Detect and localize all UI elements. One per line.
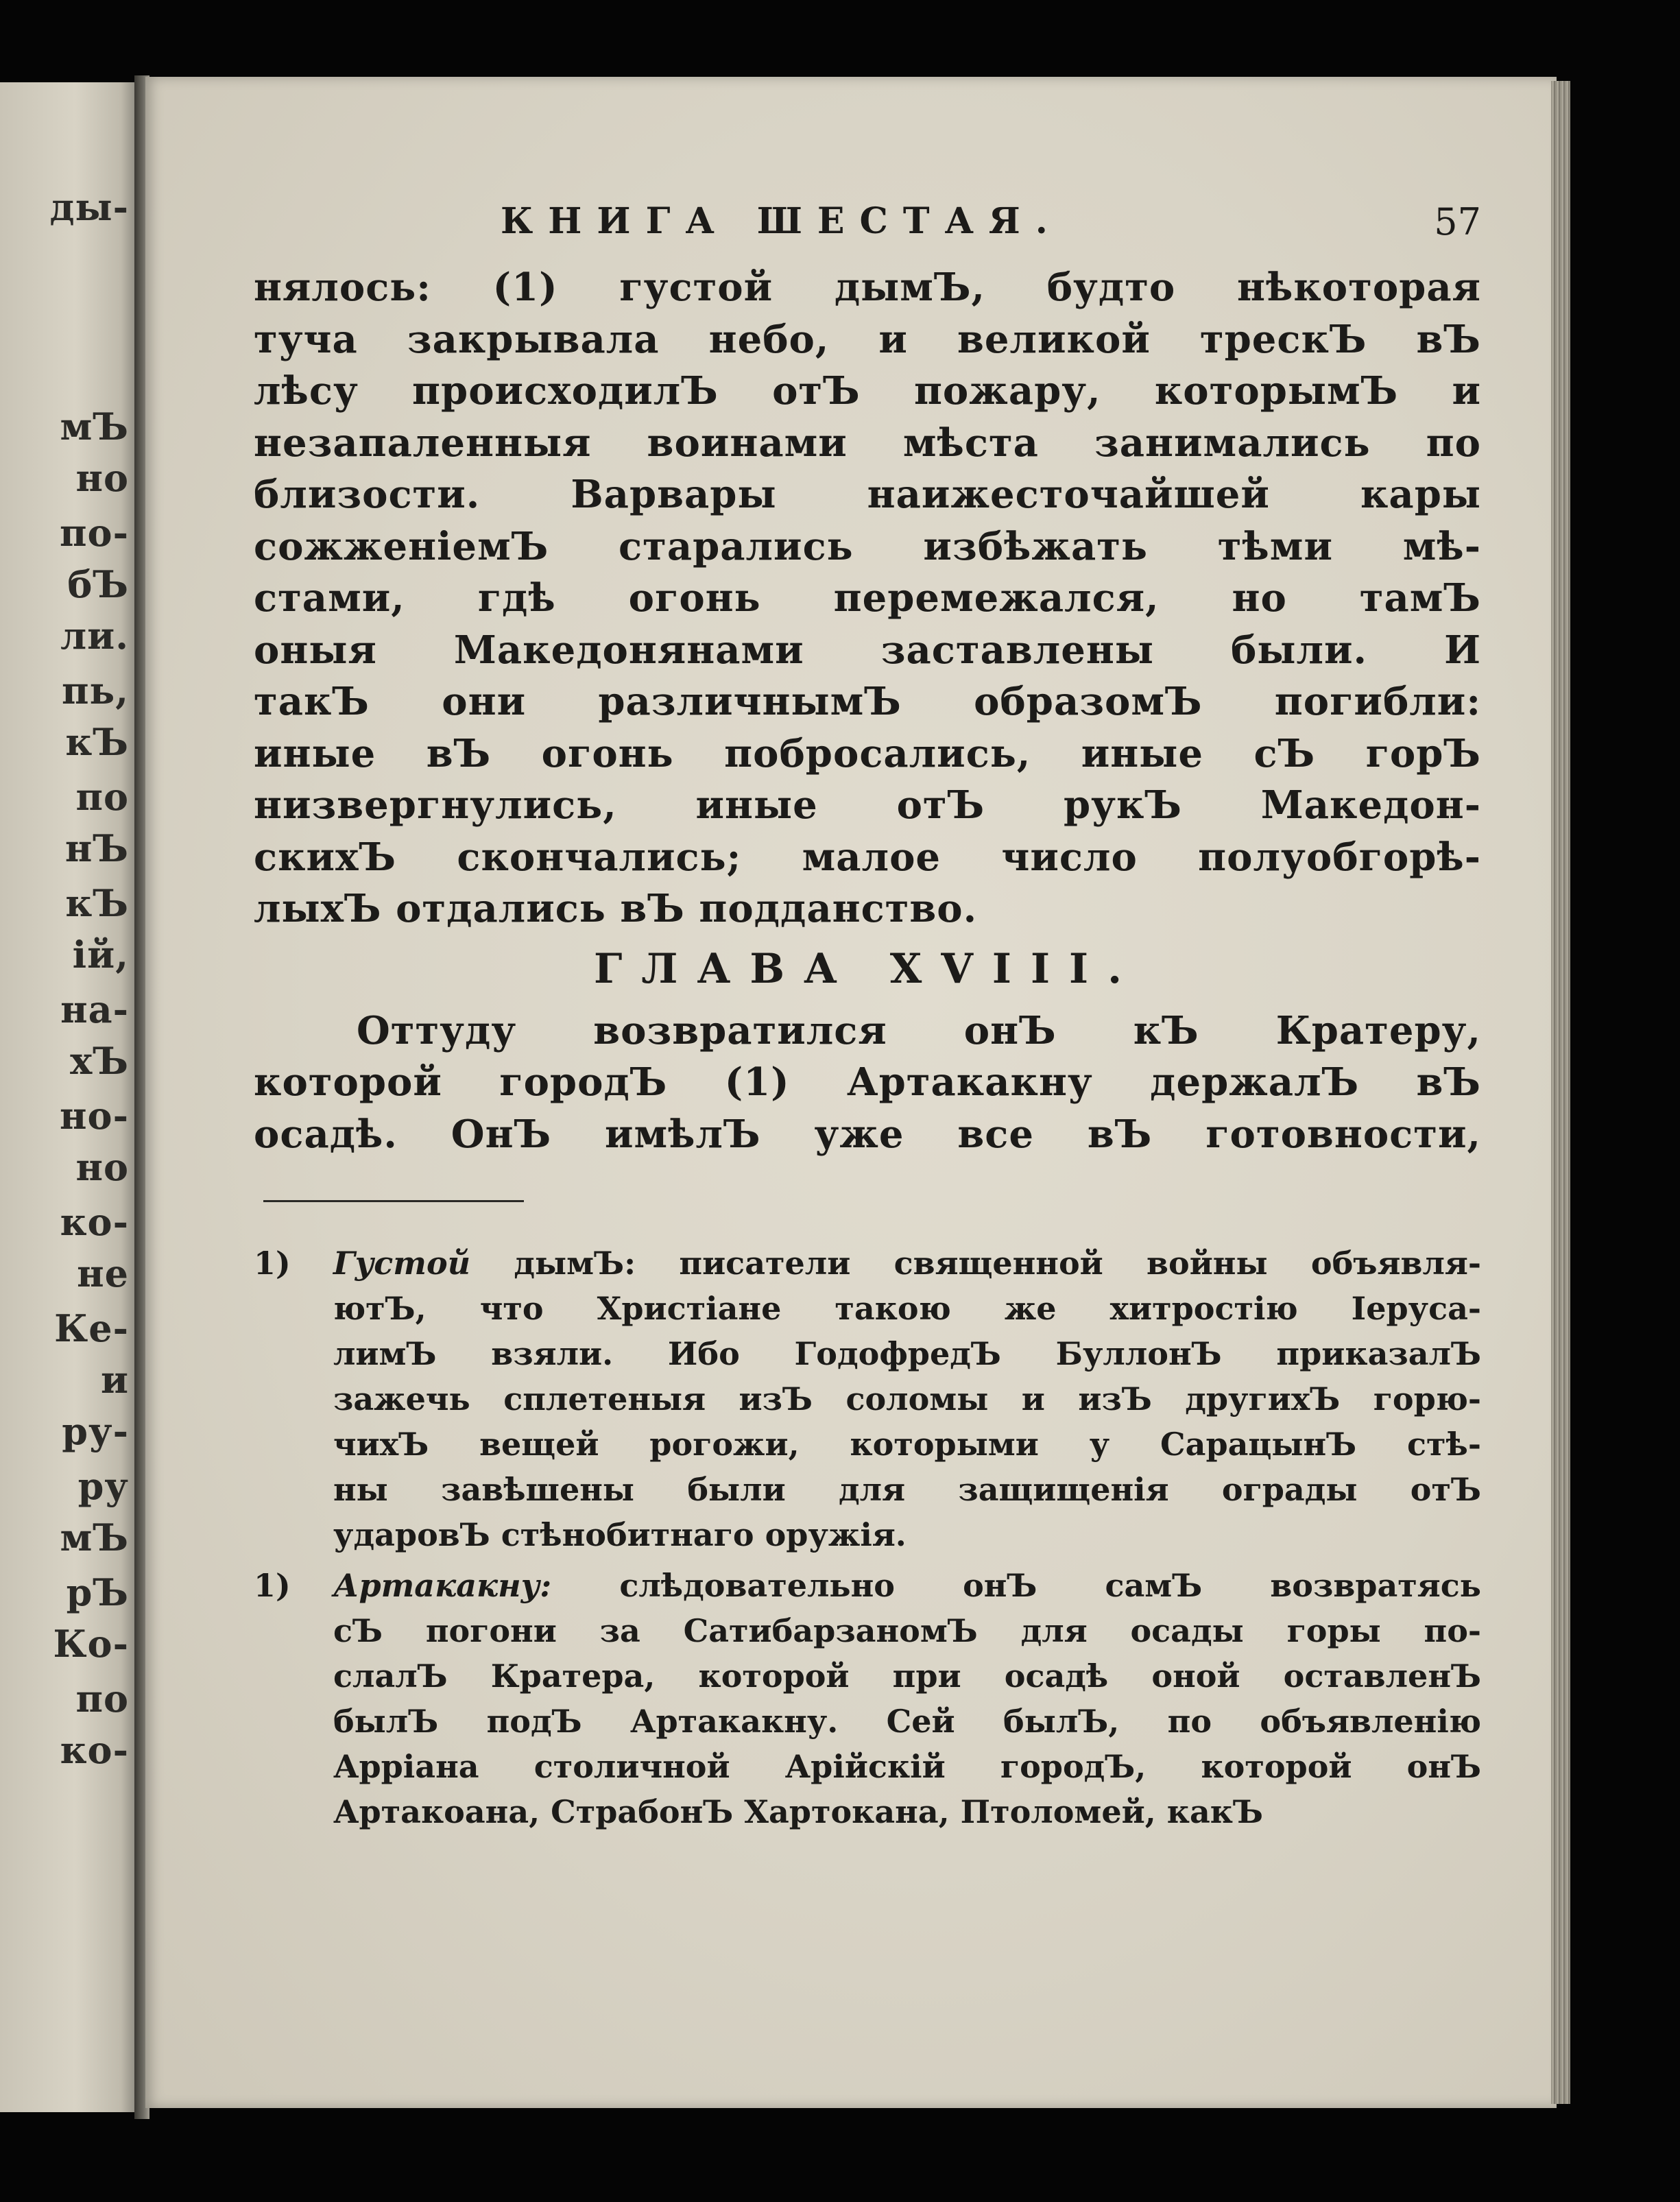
facing-page-fragment: рЪ	[66, 1570, 129, 1614]
facing-page-fragment: но-	[60, 1094, 129, 1138]
text-line: сожженіемЪ старались избѣжать тѣми мѣ-	[254, 523, 1481, 569]
page-number: 57	[1434, 200, 1481, 243]
text-line: которой городЪ (1) Артакакну держалЪ вЪ	[254, 1060, 1481, 1105]
text-line: стами, гдѣ огонь перемежался, но тамЪ	[254, 575, 1481, 621]
footnote-line: лимЪ взяли. Ибо ГодофредЪ БуллонЪ приказалЪ	[333, 1335, 1481, 1372]
footnote-line: чихЪ вещей рогожи, которыми у СарацынЪ стѣ-	[333, 1426, 1481, 1463]
facing-page-fragment: хЪ	[70, 1039, 129, 1083]
facing-page-fragment: по	[75, 1677, 129, 1721]
footnote-term: Артакакну:	[333, 1567, 552, 1604]
facing-page-fragment: ко-	[60, 1728, 129, 1772]
footnote-mark: 1)	[254, 1245, 291, 1282]
footnote-line: слалЪ Кратера, которой при осадѣ оной оставленЪ	[333, 1658, 1481, 1695]
facing-page-left	[0, 82, 137, 2112]
text-line: лѣсу происходилЪ отЪ пожару, которымЪ и	[254, 368, 1481, 414]
facing-page-fragment: ды-	[49, 185, 129, 229]
facing-page-fragment: на-	[60, 988, 129, 1031]
facing-page-fragment: мЪ	[60, 1516, 129, 1559]
footnote	[254, 1241, 1481, 1557]
facing-page-fragment: Ке-	[54, 1306, 129, 1350]
text-line: оныя Македонянами заставлены были. И	[254, 627, 1481, 673]
running-head	[254, 200, 1481, 262]
facing-page-fragment: по	[75, 775, 129, 819]
book-page	[145, 77, 1557, 2108]
facing-page-fragment: кЪ	[65, 881, 129, 925]
text-line: лыхЪ отдались вЪ подданство.	[254, 886, 978, 931]
footnote-text: слѣдовательно онЪ самЪ возвратясь	[619, 1567, 1481, 1604]
footnote-line	[333, 1563, 1481, 1608]
page-content	[254, 200, 1481, 1840]
running-title: КНИГА ШЕСТАЯ.	[501, 200, 1063, 242]
facing-page-fragment: но	[75, 456, 129, 500]
paragraph-continued	[254, 262, 1481, 935]
page-fore-edge	[1551, 81, 1570, 2104]
footnote-separator	[263, 1200, 524, 1202]
footnote-line: Артакоана, СтрабонЪ Хартокана, Птоломей, какЪ	[333, 1793, 1264, 1830]
facing-page-fragment: не	[77, 1252, 129, 1295]
text-line: нялось: (1) густой дымЪ, будто нѣкоторая	[254, 265, 1481, 310]
footnote-line: ютЪ, что Христіане такою же хитростію Іеруса-	[333, 1290, 1481, 1327]
footnote-line: ны завѣшены были для защищенія ограды отЪ	[333, 1471, 1481, 1508]
footnote-mark: 1)	[254, 1567, 291, 1604]
footnote-line: былЪ подЪ Артакакну. Сей былЪ, по объявленію	[333, 1703, 1481, 1740]
facing-page-fragment: Ко-	[53, 1622, 129, 1666]
facing-page-fragment: ій,	[72, 933, 129, 977]
facing-page-fragment: мЪ	[60, 405, 129, 448]
text-line: туча закрывала небо, и великой трескЪ вЪ	[254, 316, 1481, 362]
facing-page-fragment: ру	[77, 1464, 129, 1508]
facing-page-fragment: нЪ	[64, 826, 129, 870]
facing-page-fragment: ко-	[60, 1200, 129, 1244]
text-line: такЪ они различнымЪ образомЪ погибли:	[254, 679, 1481, 724]
facing-page-fragment: бЪ	[67, 562, 129, 606]
footnote-line: Арріана столичной Арійскій городЪ, которой онЪ	[333, 1748, 1481, 1785]
footnote	[254, 1563, 1481, 1834]
footnotes	[254, 1241, 1481, 1834]
paragraph-chapter-opening	[254, 1005, 1481, 1161]
chapter-heading: ГЛАВА XVIII.	[593, 944, 1141, 993]
footnote-line	[333, 1241, 1481, 1286]
text-line: Оттуду возвратился онЪ кЪ Кратеру,	[357, 1007, 1481, 1053]
text-line: незапаленныя воинами мѣста занимались по	[254, 420, 1481, 466]
text-line: осадѣ. ОнЪ имѣлЪ уже все вЪ готовности,	[254, 1111, 1481, 1157]
facing-page-fragment: по-	[60, 511, 129, 555]
facing-page-fragment: ли.	[60, 614, 129, 658]
facing-page-fragment: но	[75, 1145, 129, 1189]
text-line: низвергнулись, иные отЪ рукЪ Македон-	[254, 782, 1481, 828]
text-line: иные вЪ огонь побросались, иные сЪ горЪ	[254, 730, 1481, 776]
text-line: скихЪ скончались; малое число полуобгорѣ-	[254, 834, 1481, 880]
footnote-line: зажечь сплетеныя изЪ соломы и изЪ другихЪ горю-	[333, 1380, 1481, 1417]
footnote-line: ударовЪ стѣнобитнаго оружія.	[333, 1516, 907, 1553]
text-line: близости. Варвары наижесточайшей кары	[254, 472, 1481, 517]
footnote-text: дымЪ: писатели священной войны объявля-	[514, 1245, 1481, 1282]
footnote-term: Густой	[333, 1245, 471, 1282]
facing-page-fragment: и	[100, 1358, 129, 1402]
facing-page-fragment: пь,	[62, 669, 129, 713]
footnote-line: сЪ погони за СатибарзаномЪ для осады горы по-	[333, 1612, 1481, 1649]
facing-page-fragment: кЪ	[65, 720, 129, 764]
facing-page-fragment: ру-	[62, 1409, 129, 1453]
